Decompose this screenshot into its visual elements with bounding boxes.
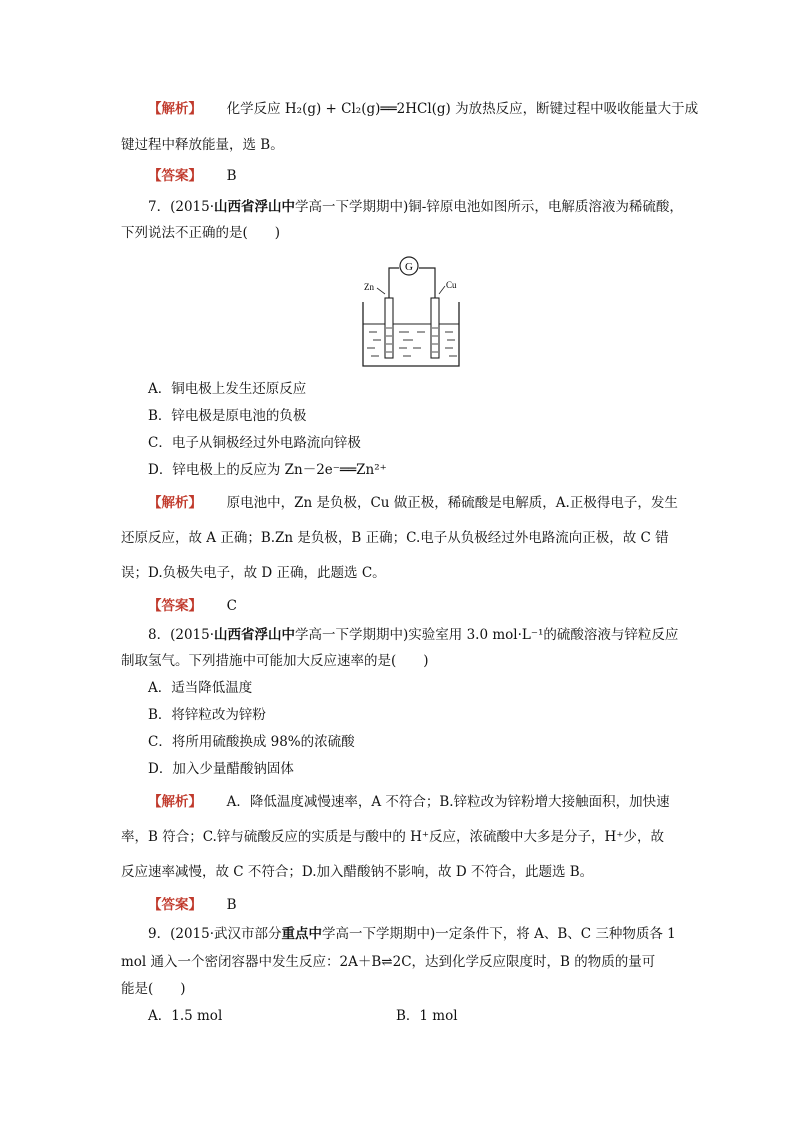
q7-option-a: A．铜电极上发生还原反应: [148, 381, 307, 397]
q8-option-b: B．将锌粒改为锌粉: [148, 707, 266, 723]
q8-analysis-line2: 率，B 符合；C.锌与硫酸反应的实质是与酸中的 H⁺反应，浓硫酸中大多是分子，H⁺少，故: [121, 829, 664, 845]
zn-label: Zn: [364, 282, 374, 292]
analysis-tag: 【解析】: [148, 101, 202, 117]
q7-stem-line2: 下列说法不正确的是( ): [121, 225, 281, 241]
q8-stem-line1: 8．(2015·山西省浮山中学高一下学期期中)实验室用 3.0 mol·L⁻¹的硫酸溶液与锌粒反应: [148, 627, 679, 643]
q8-analysis-line3: 反应速率减慢，故 C 不符合；D.加入醋酸钠不影响，故 D 不符合，此题选 B。: [121, 864, 594, 880]
q7-analysis-line2: 还原反应，故 A 正确；B.Zn 是负极，B 正确；C.电子从负极经过外电路流向正极，故 C 错: [121, 530, 669, 546]
q9-option-b: B．1 mol: [396, 1008, 458, 1024]
galvanometer-label: G: [405, 261, 413, 273]
q7-option-b: B．锌电极是原电池的负极: [148, 408, 307, 424]
q6-analysis-line1: 【解析】 化学反应 H₂(g) + Cl₂(g)══2HCl(g) 为放热反应，断键过程中吸收能量大于成: [148, 101, 699, 117]
answer-value: C: [226, 598, 237, 614]
q8-option-a: A．适当降低温度: [148, 680, 253, 696]
q7-analysis-line1: 【解析】 原电池中，Zn 是负极，Cu 做正极，稀硫酸是电解质，A.正极得电子，发生: [148, 495, 678, 511]
q8-option-d: D．加入少量醋酸钠固体: [148, 761, 294, 777]
q8-option-c: C．将所用硫酸换成 98%的浓硫酸: [148, 734, 355, 750]
answer-tag: 【答案】: [148, 897, 202, 913]
answer-value: B: [226, 168, 237, 184]
q8-answer: [148, 895, 237, 915]
answer-tag: 【答案】: [148, 598, 202, 614]
q6-answer: [148, 166, 237, 186]
q9-stem-line1: 9．(2015·武汉市部分重点中学高一下学期期中)一定条件下，将 A、B、C 三种物质各 1: [148, 926, 676, 942]
q9-stem-line3: 能是( ): [121, 981, 186, 997]
galvanic-cell-diagram: [357, 248, 465, 370]
cu-label: Cu: [446, 280, 457, 290]
electrolyte-solution: [367, 332, 457, 356]
q6-analysis-line2: 键过程中释放能量，选 B。: [121, 137, 284, 153]
answer-value: B: [226, 897, 237, 913]
q7-option-d: D．锌电极上的反应为 Zn－2e⁻══Zn²⁺: [148, 462, 387, 478]
q9-option-a: A．1.5 mol: [148, 1008, 223, 1024]
q7-stem-line1: 7．(2015·山西省浮山中学高一下学期期中)铜-锌原电池如图所示，电解质溶液为稀硫酸，: [148, 199, 683, 215]
analysis-tag: 【解析】: [148, 495, 202, 511]
q7-option-c: C．电子从铜极经过外电路流向锌极: [148, 435, 361, 451]
q7-analysis-line3: 误；D.负极失电子，故 D 正确，此题选 C。: [121, 565, 386, 581]
q9-stem-line2: mol 通入一个密闭容器中发生反应：2A＋B⇌2C，达到化学反应限度时，B 的物质的量可: [121, 954, 656, 970]
q8-stem-line2: 制取氢气。下列措施中可能加大反应速率的是( ): [121, 653, 429, 669]
analysis-tag: 【解析】: [148, 794, 202, 810]
q7-answer: [148, 596, 237, 616]
q8-analysis-line1: 【解析】 A．降低温度减慢速率，A 不符合；B.锌粒改为锌粉增大接触面积，加快速: [148, 794, 670, 810]
answer-tag: 【答案】: [148, 168, 202, 184]
